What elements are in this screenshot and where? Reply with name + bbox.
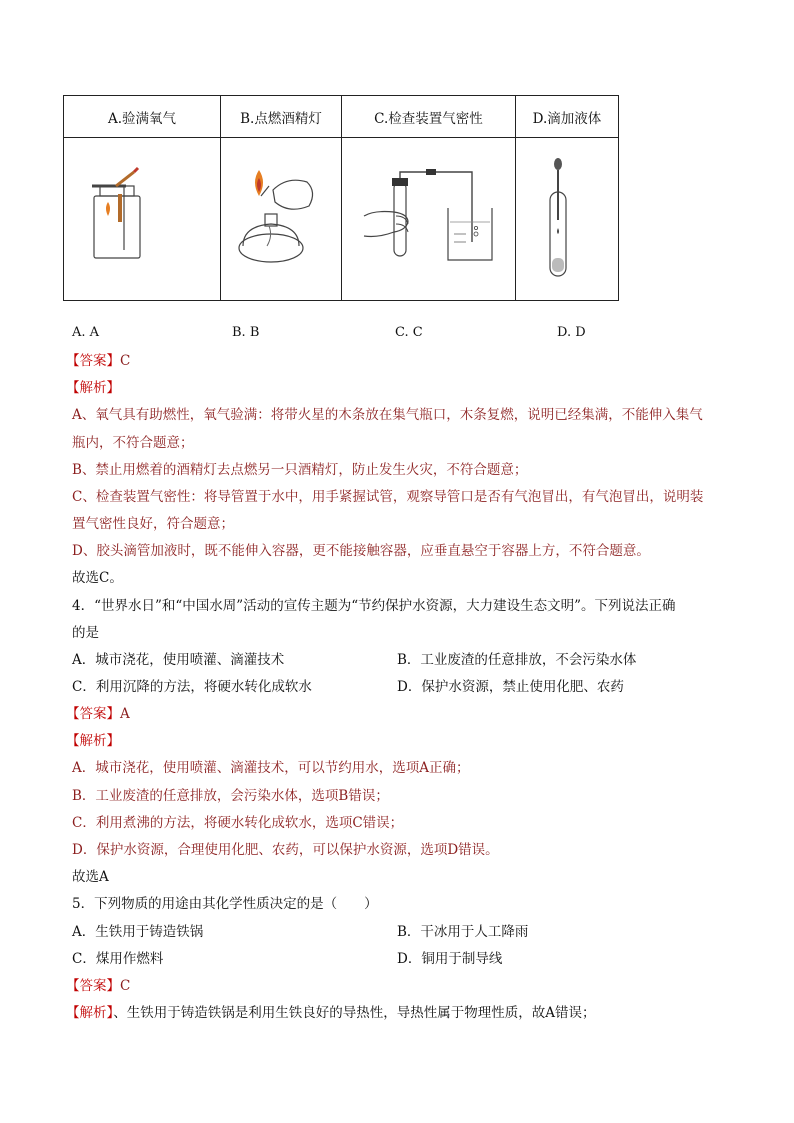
q3-conclusion: 故选C。 xyxy=(72,570,123,586)
q3-analysis-line: D、胶头滴管加液时，既不能伸入容器，更不能接触容器，应垂直悬空于容器上方，不符合题意。 xyxy=(72,543,650,559)
q3-analysis-line: 瓶内，不符合题意； xyxy=(72,435,194,451)
q4-option-a: A．城市浇花，使用喷灌、滴灌技术 xyxy=(72,652,285,668)
q4-analysis-line: A．城市浇花，使用喷灌、滴灌技术，可以节约用水，选项A正确； xyxy=(72,760,470,776)
q3-analysis-tag: 【解析】 xyxy=(66,380,120,396)
q5-option-d: D．铜用于制导线 xyxy=(397,951,503,967)
q5-stem: 5．下列物质的用途由其化学性质决定的是（ ） xyxy=(72,896,378,912)
q5-option-c: C．煤用作燃料 xyxy=(72,951,164,967)
q4-option-b: B．工业废渣的任意排放，不会污染水体 xyxy=(397,652,637,668)
q3-option-a: A. A xyxy=(72,325,100,340)
q4-analysis-line: C．利用煮沸的方法，将硬水转化成软水，选项C错误； xyxy=(72,815,404,831)
q4-option-d: D．保护水资源，禁止使用化肥、农药 xyxy=(397,679,624,695)
figure-oxygen-test xyxy=(64,138,221,301)
table-header-d: D.滴加液体 xyxy=(516,96,619,138)
q4-option-c: C．利用沉降的方法，将硬水转化成软水 xyxy=(72,679,312,695)
q3-option-d: D. D xyxy=(557,325,586,340)
q5-option-b: B．干冰用于人工降雨 xyxy=(397,924,529,940)
q4-answer: 【答案】A xyxy=(66,706,130,722)
q4-conclusion: 故选A xyxy=(72,869,109,885)
table-header-b: B.点燃酒精灯 xyxy=(221,96,342,138)
q4-stem-cont: 的是 xyxy=(72,625,99,641)
q3-options-table xyxy=(63,95,619,301)
table-header-a: A.验满氧气 xyxy=(64,96,221,138)
q3-analysis-line: A、氧气具有助燃性，氧气验满：将带火星的木条放在集气瓶口，木条复燃，说明已经集满，不能伸入集气 xyxy=(72,407,703,423)
q3-option-b: B. B xyxy=(232,325,260,340)
q3-answer: 【答案】C xyxy=(66,353,131,369)
q4-analysis-tag: 【解析】 xyxy=(66,733,120,749)
q4-analysis-line: B．工业废渣的任意排放，会污染水体，选项B错误； xyxy=(72,788,389,804)
q5-answer: 【答案】C xyxy=(66,978,131,994)
q4-analysis-line: D．保护水资源，合理使用化肥、农药，可以保护水资源，选项D错误。 xyxy=(72,842,499,858)
q3-option-c: C. C xyxy=(395,325,423,340)
table-header-c: C.检查装置气密性 xyxy=(342,96,516,138)
figure-alcohol-lamps xyxy=(221,138,342,301)
q3-analysis-line: C、检查装置气密性：将导管置于水中，用手紧握试管，观察导管口是否有气泡冒出，有气泡冒出，说明装 xyxy=(72,489,704,505)
q5-analysis: 【解析】、生铁用于铸造铁锅是利用生铁良好的导热性，导热性属于物理性质，故A错误； xyxy=(66,1005,596,1021)
q3-analysis-line: 置气密性良好，符合题意； xyxy=(72,516,234,532)
figure-dropper xyxy=(516,138,619,301)
q4-stem: 4．“世界水日”和“中国水周”活动的宣传主题为“节约保护水资源，大力建设生态文明”。下列说法正确 xyxy=(72,598,676,614)
q3-analysis-line: B、禁止用燃着的酒精灯去点燃另一只酒精灯，防止发生火灾，不符合题意； xyxy=(72,462,528,478)
figure-airtightness-check xyxy=(342,138,516,301)
q5-option-a: A．生铁用于铸造铁锅 xyxy=(72,924,204,940)
